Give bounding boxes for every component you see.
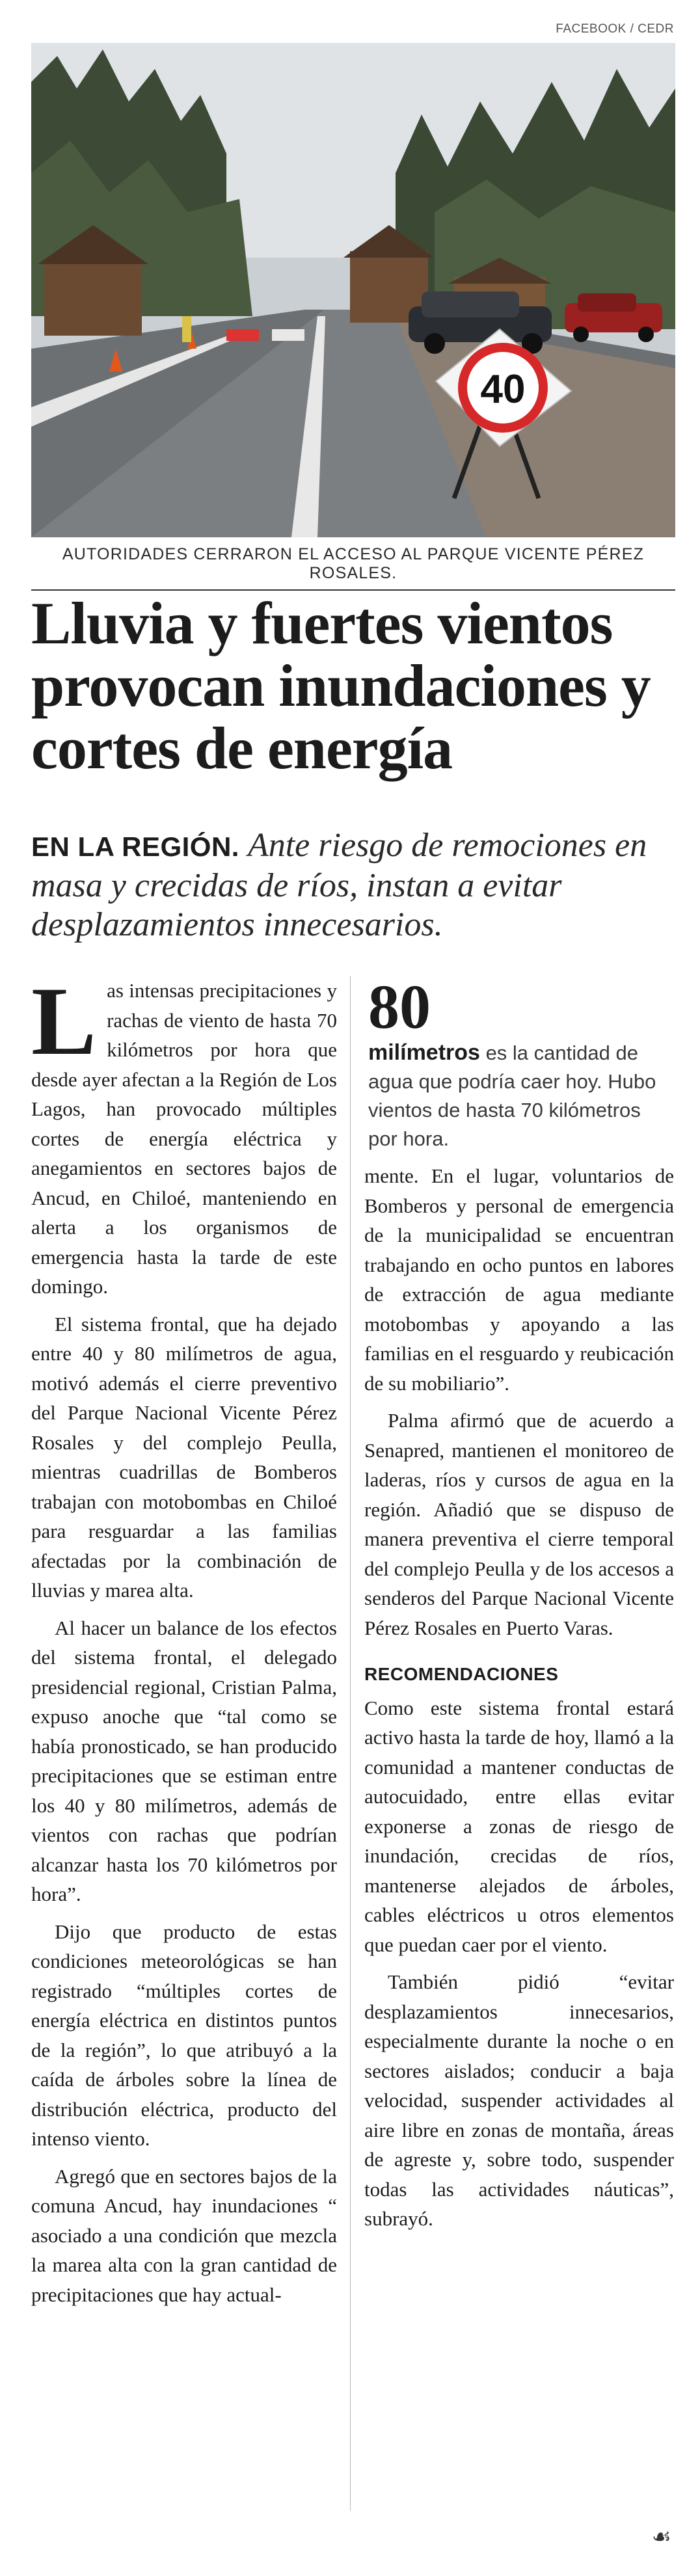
body-paragraph: mente. En el lugar, voluntarios de Bomberos y personal de emergencia de la municipalidad se encuentran trabajando en ocho puntos en labores de extracción de agua mediante motobombas y apoyando a las familias en el resguardo y reubicación de su mobiliario”. [364, 1164, 674, 1395]
road-scene-illustration [31, 43, 675, 537]
deck: Ante riesgo de remociones en masa y crecidas de ríos, instan a evitar desplazamientos innecesarios. [31, 827, 647, 943]
lede [31, 826, 675, 945]
stat-number: 80 [368, 972, 431, 1041]
body-column-right [364, 1161, 674, 2540]
drop-cap: L [31, 967, 97, 1075]
body-column-left [31, 967, 337, 2537]
column-divider [350, 976, 351, 2511]
section-subhead: RECOMENDACIONES [364, 1664, 559, 1684]
body-paragraph: Palma afirmó que de acuerdo a Senapred, mantienen el monitoreo de laderas, ríos y cursos de agua en la región. Añadió que se dispuso de manera preventiva el cierre temporal del complejo Peulla y de los accesos a senderos del Parque Nacional Vicente Pérez Rosales en Puerto Varas. [364, 1409, 674, 1639]
end-mark-icon: ☙ [651, 2524, 671, 2550]
photo-caption: AUTORIDADES CERRARON EL ACCESO AL PARQUE VICENTE PÉREZ ROSALES. [31, 545, 675, 591]
body-paragraph: Agregó que en sectores bajos de la comuna Ancud, hay inundaciones “ asociado a una condición que mezcla la marea alta con la gran cantidad de precipitaciones que hay actual- [31, 2164, 337, 2306]
photo-credit: FACEBOOK / CEDR [556, 22, 674, 36]
headline: Lluvia y fuertes vientos provocan inundaciones y cortes de energía [31, 590, 651, 781]
body-paragraph: Como este sistema frontal estará activo hasta la tarde de hoy, llamó a la comunidad a mantener conductas de autocuidado, entre ellas evitar exponerse a zonas de riesgo de inundación, crecidas de ríos, mantenerse alejados de árboles, cables eléctricos u otros elementos que puedan caer por el viento. [364, 1696, 674, 1956]
kicker: EN LA REGIÓN. [31, 831, 239, 862]
body-paragraph: Dijo que producto de estas condiciones meteorológicas se han registrado “múltiples cortes de energía eléctrica en distintos puntos de la región”, lo que atribuyó a la caída de árboles sobre la línea de distribución eléctrica, producto del intenso viento. [31, 1920, 337, 2150]
stat-callout [368, 972, 674, 1153]
speed-limit-sign-text: 40 [480, 367, 526, 412]
body-paragraph: Al hacer un balance de los efectos del sistema frontal, el delegado presidencial regional, Cristian Palma, expuso anoche que “tal como se había pronosticado, se han producido precipitaciones que se estiman entre los 40 y 80 milímetros, además de vientos con rachas que podrían alcanzar hasta los 70 kilómetros por hora”. [31, 1616, 337, 1905]
stat-text: milímetros es la cantidad de agua que podría caer hoy. Hubo vientos de hasta 70 kilómetros por hora. [368, 1040, 656, 1150]
body-paragraph: El sistema frontal, que ha dejado entre 40 y 80 milímetros de agua, motivó además el cierre preventivo del Parque Nacional Vicente Pérez Rosales y del complejo Peulla, mientras cuadrillas de Bomberos trabajan con motobombas en Chiloé para resguardar a las familias afectadas por la combinación de lluvias y marea alta. [31, 1312, 337, 1602]
stat-unit: milímetros [368, 1040, 480, 1065]
body-paragraph: También pidió “evitar desplazamientos innecesarios, especialmente durante la noche o en sectores aislados; conducir a baja velocidad, suspender actividades al aire libre en zonas de montaña, áreas de agreste y, sobre todo, suspender todas las actividades náuticas”, subrayó. [364, 1970, 674, 2230]
body-paragraph: Las intensas precipitaciones y rachas de viento de hasta 70 kilómetros por hora que desde ayer afectan a la Región de Los Lagos, han provocado múltiples cortes de energía eléctrica y anegamientos en sectores bajos de Ancud, en Chiloé, manteniendo en alerta a los organismos de emergencia hasta la tarde de este domingo. [31, 967, 337, 1298]
news-photo [31, 43, 675, 537]
